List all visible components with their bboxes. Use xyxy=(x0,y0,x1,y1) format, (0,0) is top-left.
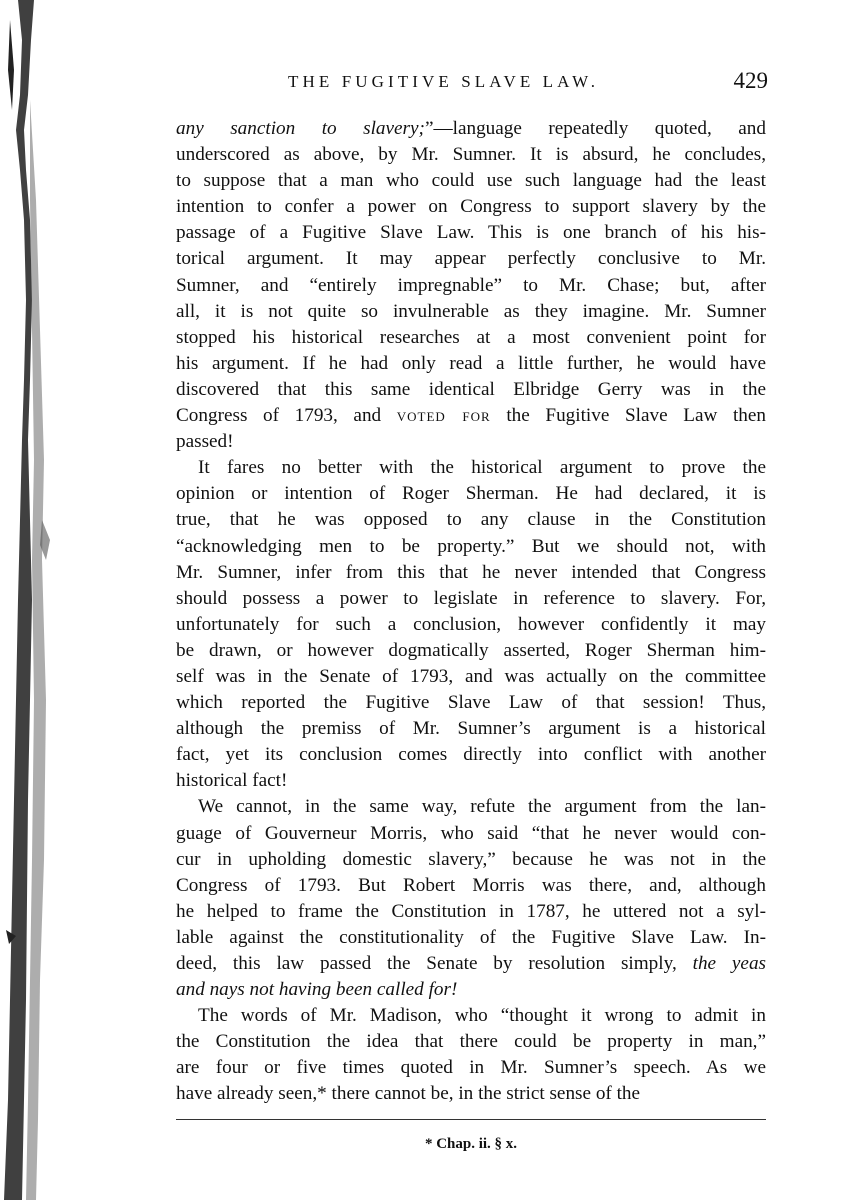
text-line: discovered that this same identical Elbridge Gerry was in the xyxy=(176,378,766,400)
text-line: to suppose that a man who could use such language had the least xyxy=(176,170,766,192)
text-line: self was in the Senate of 1793, and was actually on the committee xyxy=(176,665,766,687)
footnote: * Chap. ii. § x. xyxy=(424,1136,518,1152)
small-caps-run: voted for xyxy=(396,405,491,427)
text-line: be drawn, or however dogmatically asserted, Roger Sherman him- xyxy=(176,639,766,661)
text-line xyxy=(176,951,766,977)
text-line: intention to confer a power on Congress to support slavery by the xyxy=(176,196,766,218)
text-line: although the premiss of Mr. Sumner’s argument is a historical xyxy=(176,718,766,740)
paragraph xyxy=(176,794,766,1003)
text-line: It fares no better with the historical argument to prove the xyxy=(198,457,766,479)
text-line: cur in upholding domestic slavery,” because he was not in the xyxy=(176,848,766,870)
text-line: passed! xyxy=(176,431,234,453)
text-line: We cannot, in the same way, refute the argument from the lan- xyxy=(198,796,766,818)
text-line: Sumner, and “entirely impregnable” to Mr. Chase; but, after xyxy=(176,274,766,296)
text-line: are four or five times quoted in Mr. Sumner’s speech. As we xyxy=(176,1057,766,1079)
text-line: historical fact! xyxy=(176,770,288,792)
book-binding-shadow xyxy=(0,0,58,1200)
text-line: unfortunately for such a conclusion, however confidently it may xyxy=(176,613,766,635)
text-line: which reported the Fugitive Slave Law of that session! Thus, xyxy=(176,692,766,714)
text-run: ”—language repeatedly quoted, and xyxy=(424,118,766,139)
text-line xyxy=(176,116,766,142)
text-line: have already seen,* there cannot be, in the strict sense of the xyxy=(176,1083,641,1105)
text-line: Mr. Sumner, infer from this that he never intended that Congress xyxy=(176,561,766,583)
text-line: The words of Mr. Madison, who “thought it wrong to admit in xyxy=(198,1005,766,1027)
text-run: Congress of 1793, and xyxy=(176,405,397,427)
text-line: Congress of 1793. But Robert Morris was there, and, although xyxy=(176,874,766,896)
running-head xyxy=(176,68,768,104)
footnote-rule xyxy=(176,1119,766,1120)
text-line: “acknowledging men to be property.” But we should not, with xyxy=(176,535,766,557)
running-title: THE FUGITIVE SLAVE LAW. xyxy=(288,72,600,91)
paragraph xyxy=(176,1003,766,1107)
text-line: and nays not having been called for! xyxy=(176,979,458,1001)
italic-run: the yeas xyxy=(692,953,766,974)
text-line: torical argument. It may appear perfectly conclusive to Mr. xyxy=(176,248,766,270)
text-line xyxy=(176,403,766,429)
italic-run: any sanction to slavery; xyxy=(176,118,425,139)
text-line: he helped to frame the Constitution in 1787, he uttered not a syl- xyxy=(176,900,766,922)
text-line: guage of Gouverneur Morris, who said “that he never would con- xyxy=(176,822,766,844)
text-run: the Fugitive Slave Law then xyxy=(490,405,766,427)
text-line: passage of a Fugitive Slave Law. This is one branch of his his- xyxy=(176,222,766,244)
text-line: underscored as above, by Mr. Sumner. It is absurd, he concludes, xyxy=(176,144,766,166)
page-number: 429 xyxy=(733,68,768,93)
text-run: deed, this law passed the Senate by resolution simply, xyxy=(176,953,693,974)
text-line: lable against the constitutionality of the Fugitive Slave Law. In- xyxy=(176,926,766,948)
text-line: should possess a power to legislate in reference to slavery. For, xyxy=(176,587,766,609)
text-line: the Constitution the idea that there could be property in man,” xyxy=(176,1031,766,1053)
text-line: stopped his historical researches at a most convenient point for xyxy=(176,326,766,348)
paragraph xyxy=(176,455,766,794)
text-line: opinion or intention of Roger Sherman. He had declared, it is xyxy=(176,483,766,505)
paragraph xyxy=(176,116,766,455)
text-line: fact, yet its conclusion comes directly into conflict with another xyxy=(176,744,766,766)
body-text xyxy=(176,116,766,1108)
text-line: his argument. If he had only read a little further, he would have xyxy=(176,352,766,374)
text-line: all, it is not quite so invulnerable as they imagine. Mr. Sumner xyxy=(176,300,766,322)
text-line: true, that he was opposed to any clause in the Constitution xyxy=(176,509,766,531)
